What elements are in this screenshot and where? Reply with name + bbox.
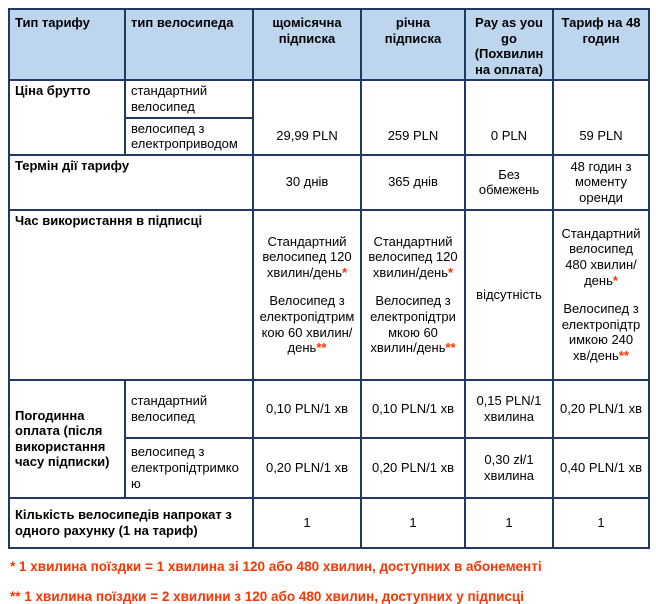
usage-payg: відсутність (465, 210, 553, 380)
price-label: Ціна брутто (9, 80, 125, 154)
usage-text: Велосипед з електропідтримкою 60 хвилин/день (370, 293, 456, 356)
usage-text: Стандартний велосипед 120 хвилин/день (368, 233, 458, 280)
price-annual: 259 PLN (361, 80, 465, 154)
usage-annual (361, 210, 465, 380)
usage-text: Велосипед з електропідтримкою 60 хвилин/день (259, 293, 355, 356)
usage-48h (553, 210, 649, 380)
header-cell-tariff-type: Тип тарифу (9, 9, 125, 80)
count-row (9, 498, 649, 548)
hourly-bike-electric: велосипед з електропідтримкою (125, 438, 253, 498)
header-cell-pay-as-you-go: Pay as you go (Похвилин на оплата) (465, 9, 553, 80)
price-row-standard (9, 80, 649, 117)
term-label: Термін дії тарифу (9, 155, 253, 210)
price-monthly: 29,99 PLN (253, 80, 361, 154)
header-cell-48h-tariff: Тариф на 48 годин (553, 9, 649, 80)
usage-annual-electric (367, 293, 459, 355)
footnotes (0, 549, 656, 604)
footnote-star-2: ** (618, 348, 629, 364)
hourly-electric-monthly: 0,20 PLN/1 хв (253, 438, 361, 498)
hourly-standard-48h: 0,20 PLN/1 хв (553, 380, 649, 438)
usage-monthly (253, 210, 361, 380)
hourly-electric-payg: 0,30 zł/1 хвилина (465, 438, 553, 498)
count-monthly: 1 (253, 498, 361, 548)
footnote-star-1: * (448, 264, 454, 280)
tariff-table (8, 8, 650, 549)
footnote-1: * 1 хвилина поїздки = 1 хвилина зі 120 або 480 хвилин, доступних в абонементі (10, 558, 542, 574)
usage-label: Час використання в підписці (9, 210, 253, 380)
count-label: Кількість велосипедів напрокат з одного рахунку (1 на тариф) (9, 498, 253, 548)
header-cell-monthly-subscription: щомісячна підписка (253, 9, 361, 80)
usage-monthly-standard (259, 234, 355, 281)
price-payg: 0 PLN (465, 80, 553, 154)
count-annual: 1 (361, 498, 465, 548)
usage-text: Стандартний велосипед 480 хвилин/день (561, 225, 641, 288)
usage-text: Велосипед з електропідтримкою 240 хв/день (561, 301, 641, 364)
price-bike-electric: велосипед з електроприводом (125, 118, 253, 155)
term-48h: 48 годин з моменту оренди (553, 155, 649, 210)
hourly-row-standard (9, 380, 649, 438)
usage-annual-standard (367, 234, 459, 281)
hourly-label: Погодинна оплата (після використання часу підписки) (9, 380, 125, 498)
usage-48h-electric (559, 301, 643, 363)
header-cell-bike-type: тип велосипеда (125, 9, 253, 80)
header-cell-annual-subscription: річна підписка (361, 9, 465, 80)
usage-row (9, 210, 649, 380)
hourly-electric-annual: 0,20 PLN/1 хв (361, 438, 465, 498)
term-annual: 365 днів (361, 155, 465, 210)
term-monthly: 30 днів (253, 155, 361, 210)
price-48h: 59 PLN (553, 80, 649, 154)
hourly-standard-annual: 0,10 PLN/1 хв (361, 380, 465, 438)
footnote-star-1: * (342, 264, 348, 280)
hourly-standard-payg: 0,15 PLN/1 хвилина (465, 380, 553, 438)
usage-48h-standard (559, 226, 643, 288)
footnote-star-1: * (612, 272, 618, 288)
price-bike-standard: стандартний велосипед (125, 80, 253, 117)
count-48h: 1 (553, 498, 649, 548)
term-row (9, 155, 649, 210)
footnote-2: ** 1 хвилина поїздки = 2 хвилини з 120 або 480 хвилин, доступних у підписці (10, 588, 524, 604)
usage-monthly-electric (259, 293, 355, 355)
header-row (9, 9, 649, 80)
hourly-electric-48h: 0,40 PLN/1 хв (553, 438, 649, 498)
footnote-star-2: ** (316, 340, 327, 356)
usage-text: Стандартний велосипед 120 хвилин/день (262, 233, 352, 280)
hourly-standard-monthly: 0,10 PLN/1 хв (253, 380, 361, 438)
footnote-star-2: ** (445, 340, 456, 356)
hourly-bike-standard: стандартний велосипед (125, 380, 253, 438)
count-payg: 1 (465, 498, 553, 548)
term-payg: Без обмежень (465, 155, 553, 210)
